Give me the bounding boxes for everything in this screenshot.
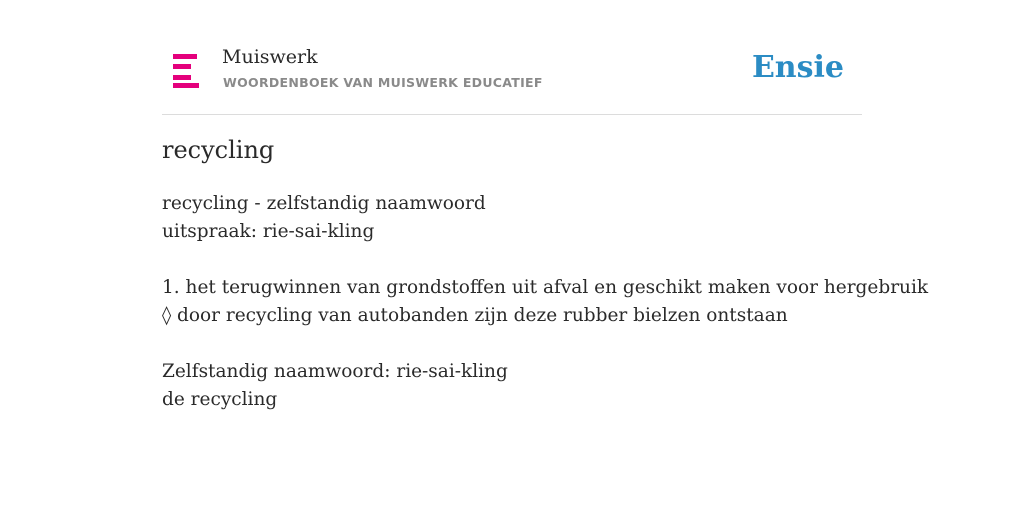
header bbox=[162, 0, 862, 115]
logo-bar-middle bbox=[173, 64, 191, 69]
entry-line-blank bbox=[162, 330, 872, 358]
brand-name[interactable]: Muiswerk bbox=[222, 46, 318, 68]
logo-bar-top bbox=[173, 54, 197, 59]
entry-body bbox=[162, 190, 929, 414]
ensie-logo[interactable]: Ensie bbox=[751, 50, 844, 85]
entry-line-definition: 1. het terugwinnen van grondstoffen uit afval en geschikt maken voor hergebruik bbox=[162, 277, 929, 298]
page bbox=[162, 0, 929, 512]
entry-title: recycling bbox=[162, 136, 275, 164]
entry-line-article: de recycling bbox=[162, 389, 278, 410]
entry-line-example: ◊ door recycling van autobanden zijn deze rubber bielzen ontstaan bbox=[162, 305, 788, 326]
logo-bar-lower bbox=[173, 75, 191, 80]
entry-line-pronunciation: uitspraak: rie-sai-kling bbox=[162, 221, 375, 242]
entry-line-blank bbox=[162, 246, 872, 274]
logo-bar-bottom bbox=[173, 83, 199, 88]
entry-line-noun-pronunciation: Zelfstandig naamwoord: rie-sai-kling bbox=[162, 361, 508, 382]
entry-line-word-class: recycling - zelfstandig naamwoord bbox=[162, 193, 486, 214]
muiswerk-logo-icon[interactable] bbox=[173, 54, 199, 88]
brand-subtitle: WOORDENBOEK VAN MUISWERK EDUCATIEF bbox=[223, 75, 543, 90]
